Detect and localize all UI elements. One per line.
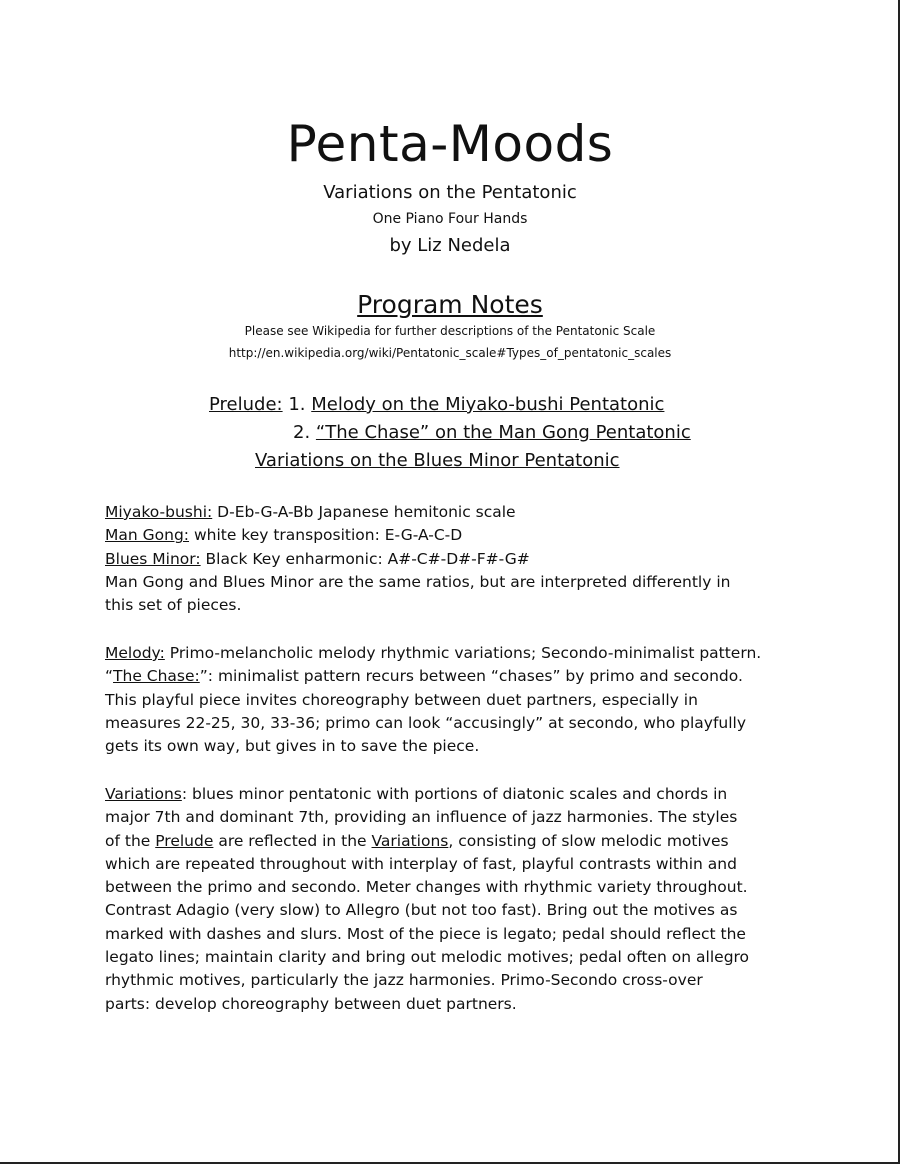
scale-label: Man Gong: (105, 526, 190, 545)
reference-url[interactable]: http://en.wikipedia.org/wiki/Pentatonic_scale#Types_of_pentatonic_scales (228, 346, 672, 360)
contents-item-3 (255, 448, 620, 474)
open-quote: “ (105, 667, 114, 686)
variations-word: Variations (371, 831, 449, 850)
contents-item-1 (209, 392, 664, 418)
item-title: “The Chase” on the Man Gong Pentatonic (315, 422, 691, 443)
program-notes-heading: Program Notes (357, 290, 543, 319)
paragraph-line: legato lines; maintain clarity and bring out melodic motives; pedal often on allegro (105, 948, 750, 967)
paragraph-line (105, 642, 805, 665)
paragraph-line: Contrast Adagio (very slow) to Allegro (but not too fast). Bring out the motives as (105, 901, 738, 920)
reference-text: Please see Wikipedia for further descriptions of the Pentatonic Scale (244, 324, 656, 338)
paragraph-text: ”: minimalist pattern recurs between “chases” by primo and secondo. (199, 667, 743, 686)
contents-item-2 (293, 420, 691, 446)
composer: by Liz Nedela (389, 235, 511, 256)
scale-line-blues (105, 548, 805, 571)
variations-paragraph (105, 783, 805, 1016)
paragraph-line: which are repeated throughout with interplay of fast, playful contrasts within and (105, 854, 737, 873)
paragraph-line: this set of pieces. (105, 596, 242, 615)
paragraph-line: This playful piece invites choreography between duet partners, especially in (105, 690, 698, 709)
paragraph-line: marked with dashes and slurs. Most of the piece is legato; pedal should reflect the (105, 924, 746, 943)
item-number: 2. (293, 422, 311, 443)
paragraph-text: are reflected in the (213, 831, 372, 850)
paragraph-text: : blues minor pentatonic with portions of diatonic scales and chords in (181, 785, 728, 803)
chase-label: The Chase: (113, 667, 200, 686)
paragraph-line: between the primo and secondo. Meter changes with rhythmic variety throughout. (105, 878, 748, 897)
paragraph-line: parts: develop choreography between duet partners. (105, 994, 517, 1013)
paragraph-line (105, 830, 805, 853)
scales-paragraph (105, 501, 805, 617)
melody-label: Melody: (105, 644, 165, 662)
scale-text: D-Eb-G-A-Bb Japanese hemitonic scale (212, 503, 516, 521)
instrumentation: One Piano Four Hands (372, 211, 528, 227)
paragraph-line (105, 783, 805, 806)
paragraph-line (105, 665, 805, 688)
melody-paragraph (105, 642, 805, 758)
paragraph-text: of the (105, 831, 156, 850)
scale-label: Blues Minor: (105, 549, 201, 568)
paragraph-text: , consisting of slow melodic motives (448, 831, 729, 850)
scale-text: white key transposition: E-G-A-C-D (189, 526, 463, 545)
paragraph-line: gets its own way, but gives in to save the piece. (105, 737, 480, 756)
prelude-label: Prelude: (209, 394, 283, 415)
item-title: Melody on the Miyako-bushi Pentatonic (311, 394, 665, 415)
scale-line-miyako (105, 501, 805, 524)
paragraph-line: rhythmic motives, particularly the jazz harmonies. Primo-Secondo cross-over (105, 971, 703, 990)
paragraph-line: Man Gong and Blues Minor are the same ratios, but are interpreted differently in (105, 572, 731, 591)
paragraph-line: major 7th and dominant 7th, providing an influence of jazz harmonies. The styles (105, 808, 738, 827)
scale-label: Miyako-bushi: (105, 503, 213, 521)
scale-line-mangong (105, 524, 805, 547)
item-title: Variations on the Blues Minor Pentatonic (255, 450, 620, 471)
paragraph-line: measures 22-25, 30, 33-36; primo can look “accusingly” at secondo, who playfully (105, 713, 747, 732)
item-number: 1. (288, 394, 306, 415)
document-subtitle: Variations on the Pentatonic (323, 182, 577, 203)
paragraph-text: Primo-melancholic melody rhythmic variations; Secondo-minimalist pattern. (164, 644, 762, 662)
prelude-word: Prelude (155, 831, 214, 850)
scale-text: Black Key enharmonic: A#-C#-D#-F#-G# (200, 549, 530, 568)
document-title: Penta-Moods (286, 115, 614, 173)
variations-label: Variations (105, 785, 182, 803)
